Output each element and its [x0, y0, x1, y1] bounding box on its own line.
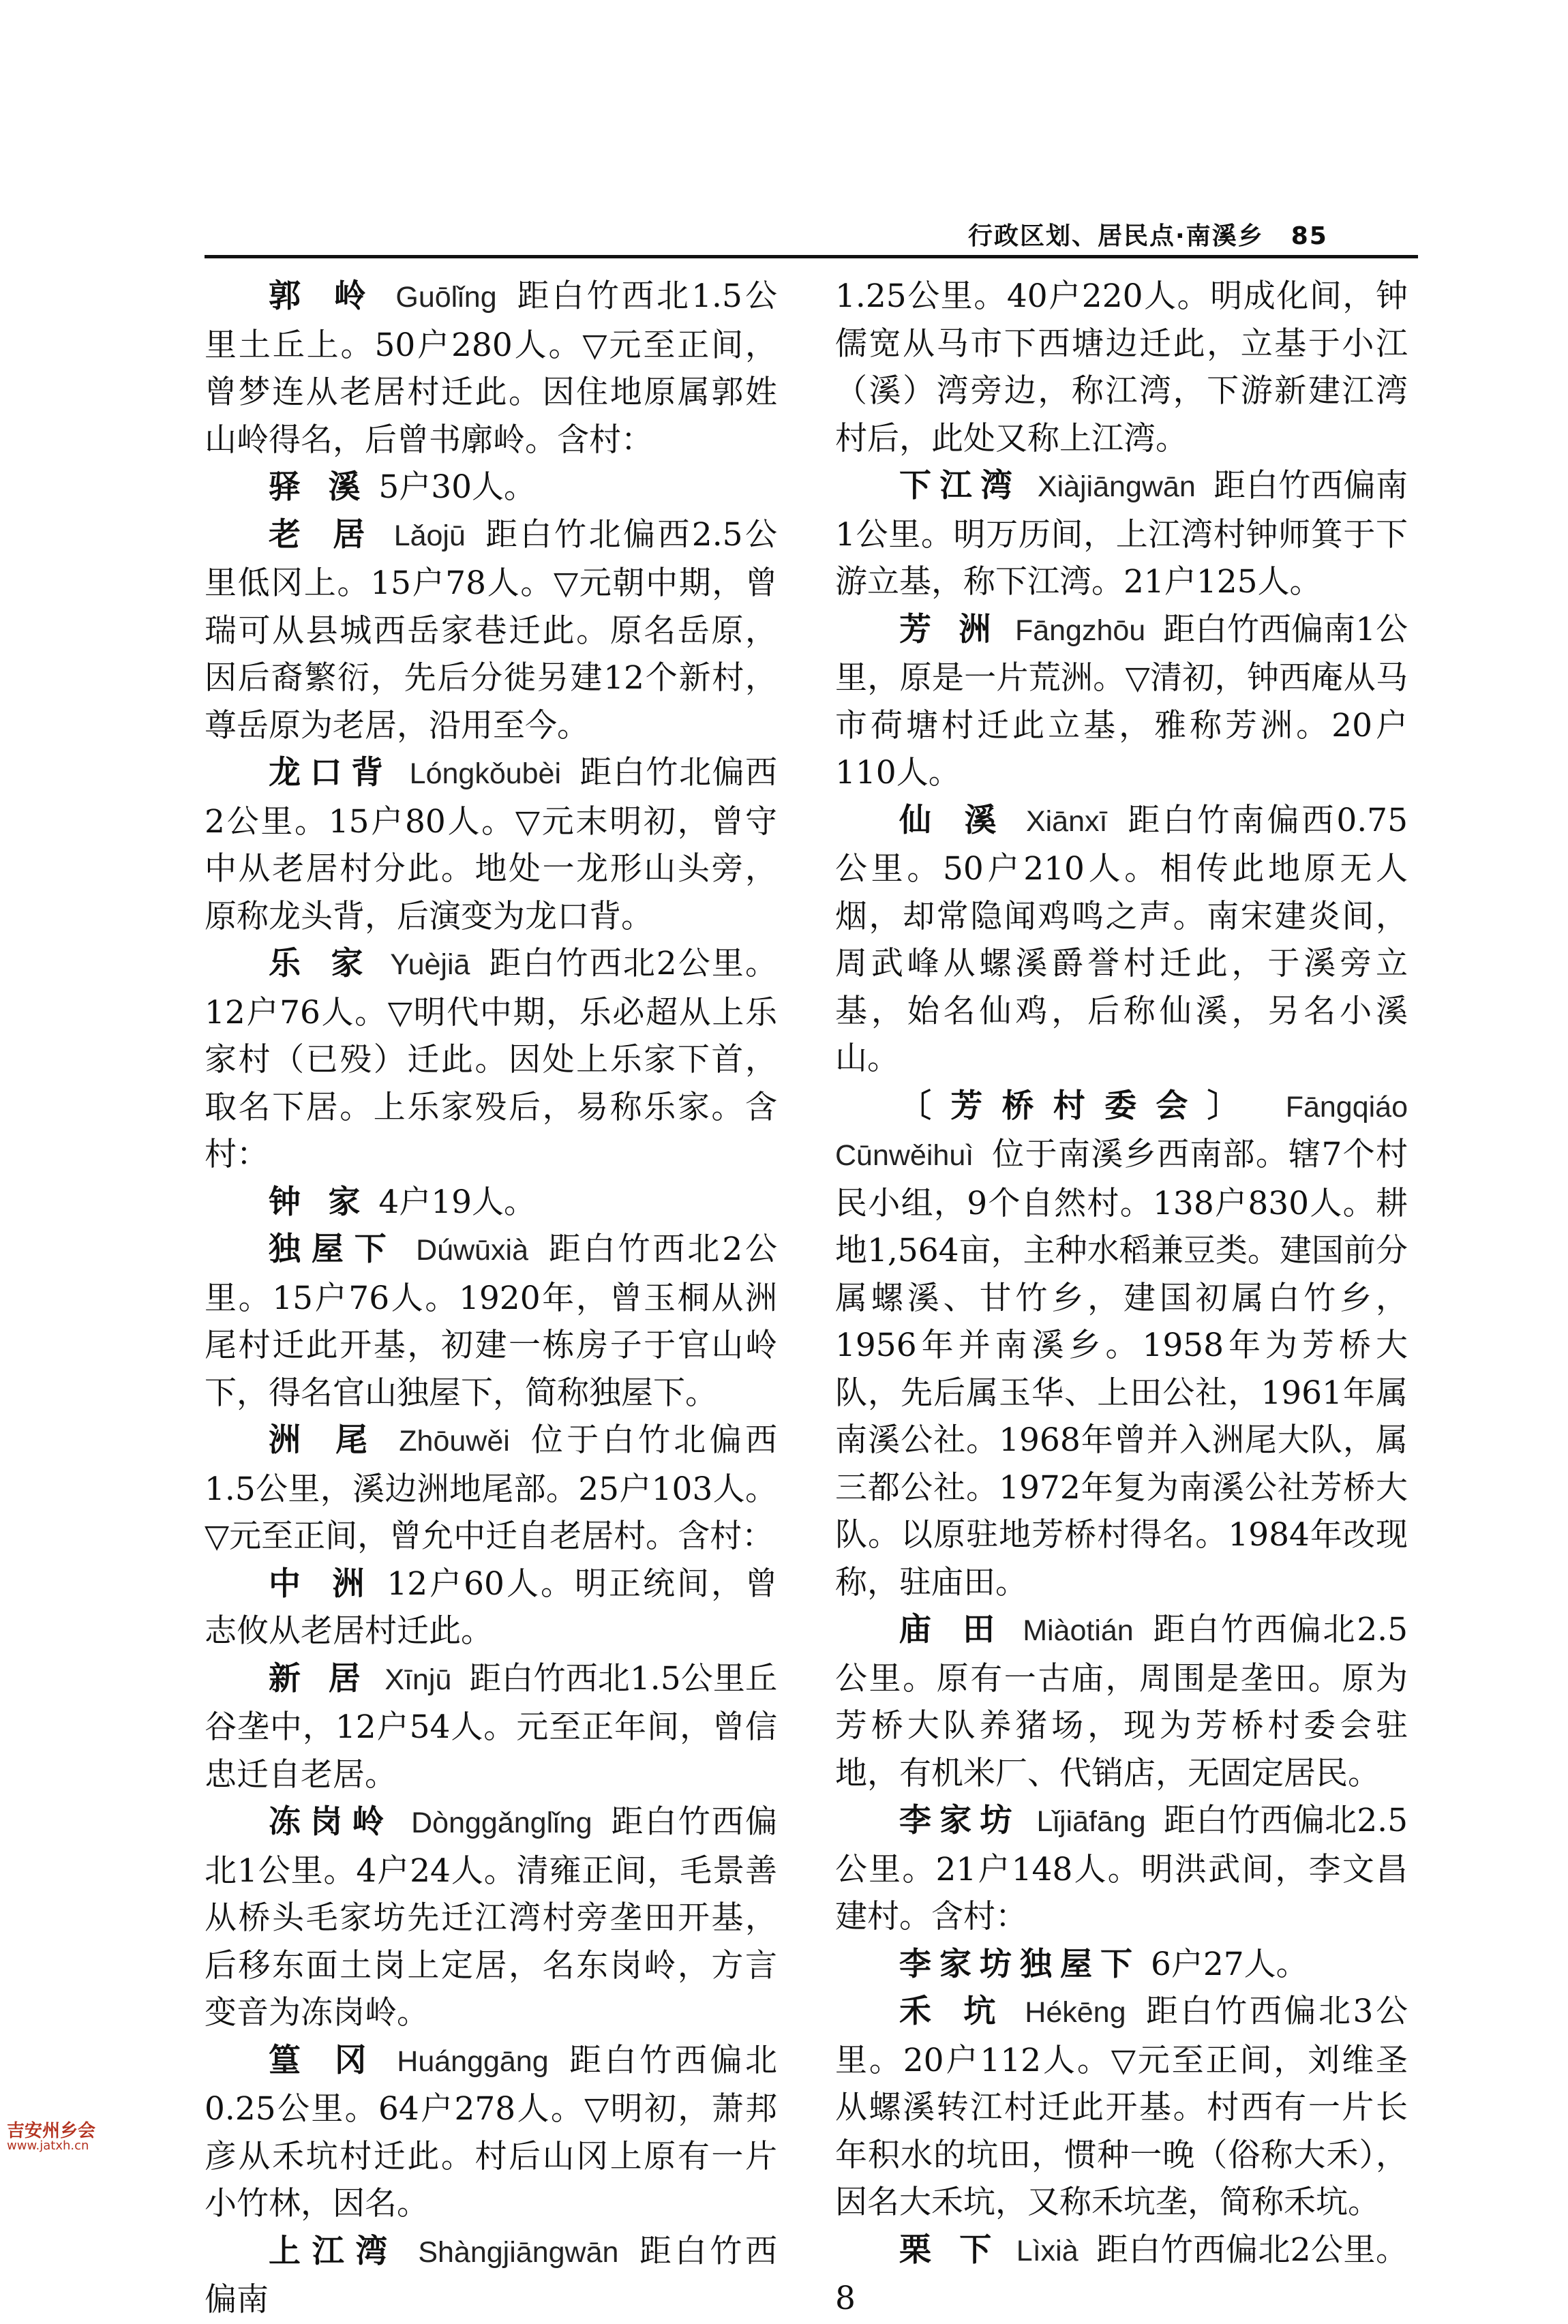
place-entry	[205, 511, 777, 750]
place-name: 下江湾	[899, 467, 1021, 504]
place-name: 独屋下	[269, 1231, 397, 1268]
place-name: 新 居	[269, 1659, 369, 1697]
place-name: 篁 冈	[269, 2041, 378, 2079]
place-entry	[205, 1226, 777, 1417]
place-name: 中 洲	[269, 1565, 375, 1603]
place-pinyin: Dúwūxià	[416, 1234, 529, 1267]
place-pinyin: Huánggāng	[397, 2044, 549, 2078]
place-name: 冻岗岭	[269, 1803, 394, 1841]
place-description: 距白竹北偏西2公里。15户80人。▽元末明初，曾守中从老居村分此。地处一龙形山头旁，原称龙头背，后演变为龙口背。	[205, 754, 777, 935]
place-description: 距白竹西偏南1公里。明万历间，上江湾村钟师箕于下游立基，称下江湾。21户125人。	[835, 467, 1408, 601]
place-description: 距白竹西北2公里。15户76人。1920年，曾玉桐从洲尾村迁此开基，初建一栋房子于官山岭下，得名官山独屋下，简称独屋下。	[205, 1231, 777, 1412]
place-pinyin: Hékēng	[1025, 1996, 1126, 2029]
place-pinyin: Xīnjū	[385, 1663, 452, 1696]
watermark-logo: 吉安州乡会	[7, 2121, 96, 2141]
watermark	[7, 2121, 96, 2154]
place-pinyin: Fāngzhōu	[1014, 614, 1146, 647]
watermark-url: www.jatxh.cn	[7, 2139, 89, 2153]
place-name: 李家坊	[899, 1802, 1021, 1839]
place-entry	[835, 1797, 1408, 1941]
place-description: 6户27人。	[1150, 1945, 1308, 1983]
place-entry	[205, 1179, 777, 1226]
place-name: 〔芳桥村委会〕	[899, 1087, 1258, 1125]
place-entry	[205, 2037, 777, 2228]
place-name: 李家坊独屋下	[899, 1945, 1141, 1983]
place-description: 距白竹北偏西2.5公里低冈上。15户78人。▽元朝中期，曾瑞可从县城西岳家巷迁此。原名岳原，因后裔繁衍，先后分徙另建12个新村，尊岳原为老居，沿用至今。	[205, 515, 777, 744]
place-description: 位于白竹北偏西1.5公里，溪边洲地尾部。25户103人。▽元至正间，曾允中迁自老居村。含村：	[205, 1421, 777, 1555]
place-description: 距白竹西偏北3公里。20户112人。▽元至正间，刘维圣从螺溪转江村迁此开基。村西有一片长年积水的坑田，惯种一晚（俗称大禾），因名大禾坑，又称禾坑垄，简称禾坑。	[835, 1993, 1408, 2221]
place-pinyin: Dònggǎnglǐng	[411, 1807, 592, 1839]
header-rule	[205, 255, 1418, 258]
place-entry	[205, 2228, 777, 2324]
place-entry	[835, 797, 1408, 1083]
place-entry	[205, 1417, 777, 1560]
place-pinyin: Lóngkǒubèi	[409, 757, 562, 790]
left-column	[205, 273, 777, 2324]
place-entry	[205, 464, 777, 511]
place-name: 驿 溪	[269, 468, 369, 506]
place-name: 禾 坑	[899, 1993, 1007, 2030]
header-title: 行政区划、居民点·南溪乡	[968, 222, 1264, 250]
place-entry	[835, 1083, 1408, 1607]
place-name: 老 居	[269, 515, 376, 554]
place-name: 栗 下	[899, 2231, 1000, 2269]
place-pinyin: Lìxià	[1016, 2234, 1079, 2267]
place-description: 1.25公里。40户220人。明成化间，钟儒宽从马市下西塘边迁此，立基于小江（溪）湾旁边，称江湾，下游新建江湾村后，此处又称上江湾。	[835, 277, 1408, 457]
place-description: 距白竹西北2公里。12户76人。▽明代中期，乐必超从上乐家村（已殁）迁此。因处上乐家下首，取名下居。上乐家殁后，易称乐家。含村：	[205, 945, 777, 1173]
place-entry	[835, 462, 1408, 606]
place-entry	[835, 2227, 1408, 2323]
place-description: 距白竹南偏西0.75公里。50户210人。相传此地原无人烟，却常隐闻鸡鸣之声。南宋建炎间，周武峰从螺溪爵誉村迁此，于溪旁立基，始名仙鸡，后称仙溪，另名小溪山。	[835, 801, 1408, 1077]
page-number: 85	[1291, 222, 1328, 250]
place-entry	[205, 940, 777, 1179]
place-pinyin: Lǎojū	[393, 519, 466, 552]
place-description: 距白竹西北1.5公里土丘上。50户280人。▽元至正间，曾梦连从老居村迁此。因住地原属郭姓山岭得名，后曾书廓岭。含村：	[205, 277, 777, 459]
place-entry	[835, 1988, 1408, 2227]
place-description: 距白竹西北1.5公里丘谷垄中，12户54人。元至正年间，曾信忠迁自老居。	[205, 1659, 777, 1794]
place-entry	[205, 273, 777, 464]
place-description: 4户19人。	[378, 1183, 537, 1221]
place-name: 郭 岭	[269, 277, 377, 315]
place-entry	[835, 1606, 1408, 1797]
place-entry	[205, 1798, 777, 2037]
place-pinyin: Miàotián	[1023, 1614, 1134, 1647]
place-pinyin: Xiānxī	[1025, 804, 1108, 838]
place-description: 位于南溪乡西南部。辖7个村民小组，9个自然村。138户830人。耕地1,564亩，主种水稻兼豆类。建国前分属螺溪、甘竹乡，建国初属白竹乡，1956年并南溪乡。1958年为芳桥大队，先后属玉华、上田公社，1961年属南溪公社。1968年曾并入洲尾大队，属三都公社。1972年复为南溪公社芳桥大队。以原驻地芳桥村得名。1984年改现称，驻庙田。	[835, 1136, 1408, 1601]
right-column	[835, 273, 1408, 2323]
place-pinyin: Guōlǐng	[395, 281, 497, 314]
place-name: 仙 溪	[899, 801, 1008, 839]
place-entry	[835, 606, 1408, 797]
place-pinyin: Zhōuwěi	[399, 1425, 510, 1458]
place-name: 洲 尾	[269, 1421, 380, 1459]
place-description: 距白竹西偏南	[205, 2232, 777, 2319]
place-description: 距白竹西偏北2.5公里。原有一古庙，周围是垄田。原为芳桥大队养猪场，现为芳桥村委会驻地，有机米厂、代销店，无固定居民。	[835, 1611, 1408, 1792]
place-description: 5户30人。	[378, 468, 537, 506]
place-name: 龙口背	[269, 754, 393, 791]
place-entry	[835, 1941, 1408, 1989]
place-pinyin: Fāngqiáo Cūnwěihuì	[835, 1090, 1408, 1172]
place-description: 距白竹西偏南1公里，原是一片荒洲。▽清初，钟西庵从马市荷塘村迁此立基，雅称芳洲。20户110人。	[835, 610, 1408, 791]
place-description: 距白竹西偏北2公里。8	[835, 2231, 1408, 2317]
place-description: 距白竹西偏北1公里。4户24人。清雍正间，毛景善从桥头毛家坊先迁江湾村旁垄田开基，后移东面土岗上定居，名东岗岭，方言变音为冻岗岭。	[205, 1803, 777, 2032]
place-name: 芳 洲	[899, 610, 999, 648]
place-description: 距白竹西偏北2.5公里。21户148人。明洪武间，李文昌建村。含村：	[835, 1802, 1408, 1935]
place-pinyin: Xiàjiāngwān	[1037, 470, 1196, 503]
place-entry	[205, 749, 777, 940]
place-name: 乐 家	[269, 945, 373, 982]
place-pinyin: Lǐjiāfāng	[1036, 1805, 1146, 1838]
place-pinyin: Yuèjiā	[390, 948, 470, 981]
place-pinyin: Shàngjiāngwān	[418, 2235, 619, 2269]
place-entry	[205, 1655, 777, 1799]
place-name: 庙 田	[899, 1611, 1005, 1648]
place-name: 上江湾	[269, 2232, 399, 2270]
place-entry	[835, 273, 1408, 462]
place-description: 距白竹西偏北0.25公里。64户278人。▽明初，萧邦彦从禾坑村迁此。村后山冈上原有一片小竹林，因名。	[205, 2041, 777, 2222]
place-entry	[205, 1560, 777, 1655]
place-name: 钟 家	[269, 1183, 369, 1221]
place-description: 12户60人。明正统间，曾志攸从老居村迁此。	[205, 1565, 777, 1650]
running-header	[968, 217, 1328, 252]
